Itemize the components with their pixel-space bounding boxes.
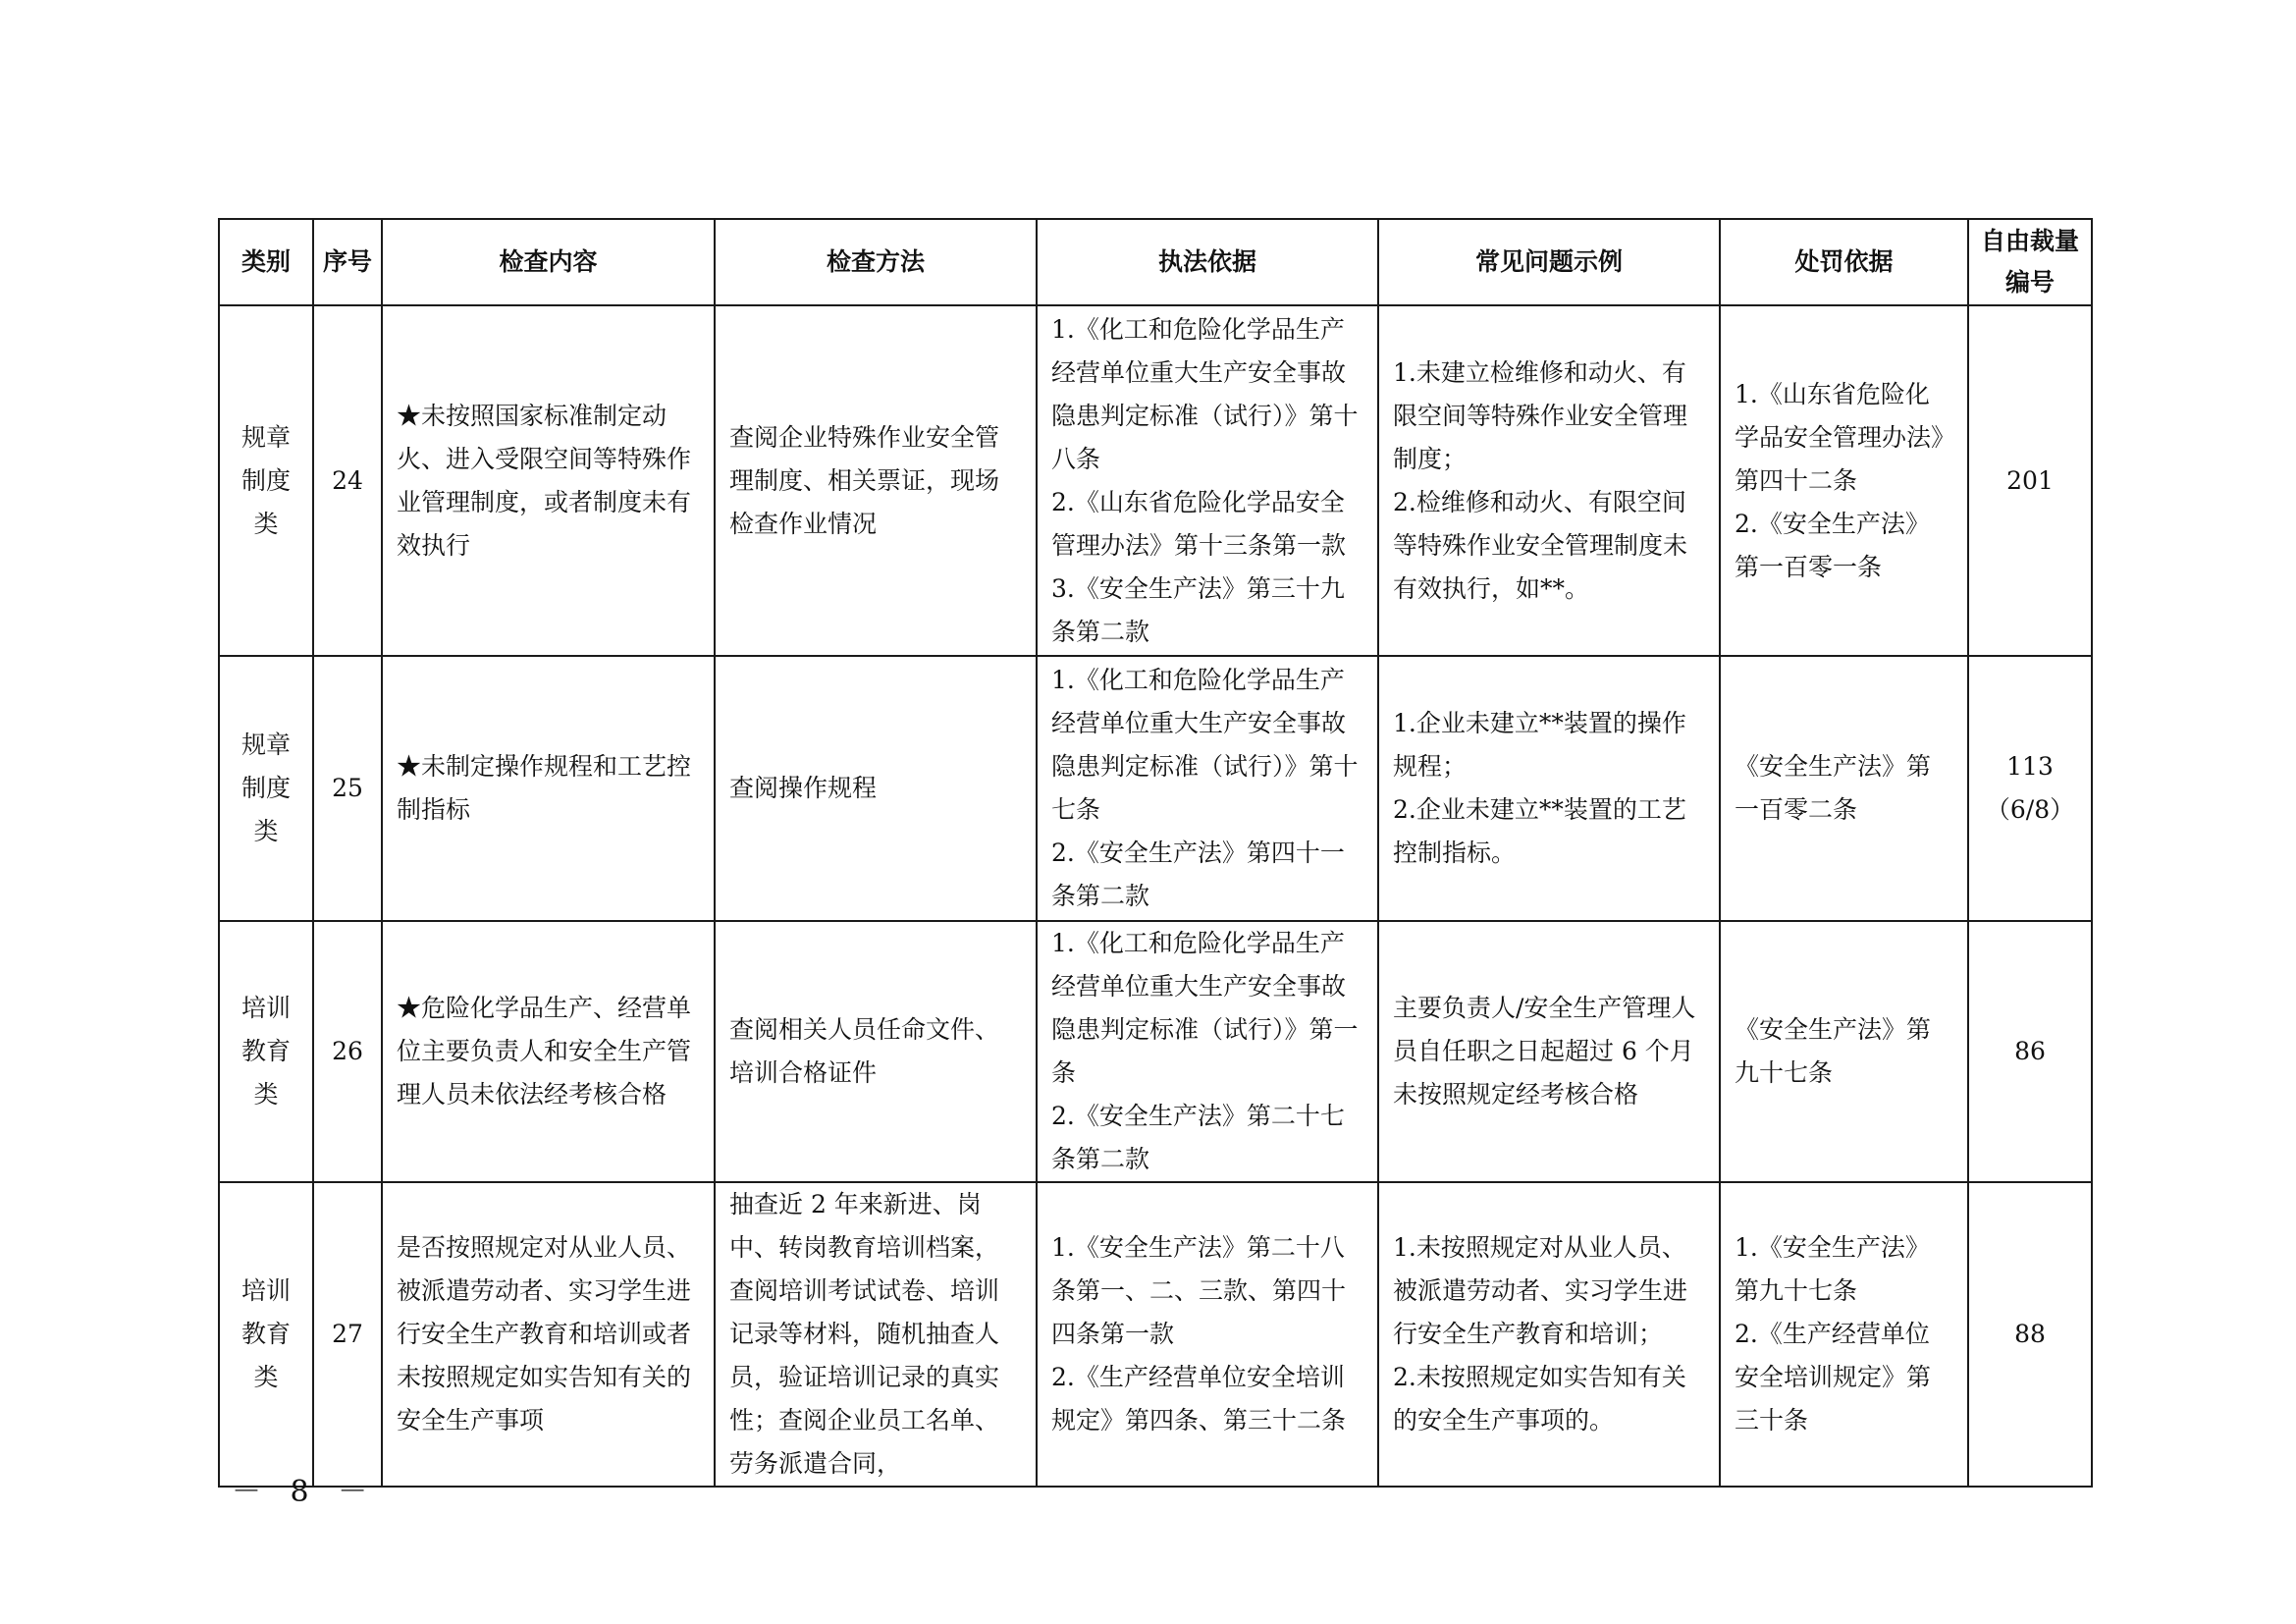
penalty-line: 《安全生产法》第九十七条 xyxy=(1735,1015,1932,1087)
header-category: 类别 xyxy=(219,219,313,305)
header-problems: 常见问题示例 xyxy=(1378,219,1720,305)
table-header xyxy=(219,219,2092,305)
header-content: 检查内容 xyxy=(382,219,715,305)
penalty-line: 2.《安全生产法》第一百零一条 xyxy=(1735,509,1930,581)
header-row xyxy=(219,219,2092,305)
penalty-line: 《安全生产法》第一百零二条 xyxy=(1735,752,1932,824)
basis-line: 2.《安全生产法》第二十七条第二款 xyxy=(1051,1102,1345,1173)
table-row xyxy=(219,305,2092,656)
penalty-cell xyxy=(1720,656,1968,921)
code-line: 86 xyxy=(2014,1037,2046,1065)
basis-line: 2.《生产经营单位安全培训规定》第四条、第三十二条 xyxy=(1051,1363,1347,1435)
penalty-cell xyxy=(1720,1182,1968,1487)
table-row xyxy=(219,656,2092,921)
penalty-cell xyxy=(1720,305,1968,656)
problems-cell xyxy=(1378,305,1720,656)
problem-line: 1.企业未建立**装置的操作规程； xyxy=(1393,709,1686,781)
penalty-line: 1.《山东省危险化学品安全管理办法》第四十二条 xyxy=(1735,379,1944,495)
problem-line: 1.未按照规定对从业人员、被派遣劳动者、实习学生进行安全生产教育和培训； xyxy=(1393,1233,1688,1348)
basis-cell xyxy=(1037,1182,1378,1487)
header-seq: 序号 xyxy=(313,219,382,305)
method-cell: 抽查近 2 年来新进、岗中、转岗教育培训档案，查阅培训考试试卷、培训记录等材料，随机抽查人员，验证培训记录的真实性；查阅企业员工名单、劳务派遣合同， xyxy=(715,1182,1037,1487)
code-line: 88 xyxy=(2014,1320,2046,1348)
content-cell: ★未制定操作规程和工艺控制指标 xyxy=(382,656,715,921)
method-cell: 查阅相关人员任命文件、培训合格证件 xyxy=(715,921,1037,1182)
basis-line: 2.《安全生产法》第四十一条第二款 xyxy=(1051,839,1345,910)
basis-line: 3.《安全生产法》第三十九条第二款 xyxy=(1051,573,1345,646)
category-cell: 培训教育类 xyxy=(219,921,313,1182)
basis-cell xyxy=(1037,305,1378,656)
problems-cell xyxy=(1378,656,1720,921)
problems-cell xyxy=(1378,1182,1720,1487)
content-cell: ★未按照国家标准制定动火、进入受限空间等特殊作业管理制度，或者制度未有效执行 xyxy=(382,305,715,656)
inspection-table xyxy=(218,218,2093,1488)
code-cell xyxy=(1968,305,2092,656)
problem-line: 2.检维修和动火、有限空间等特殊作业安全管理制度未有效执行，如**。 xyxy=(1393,487,1688,603)
table-row xyxy=(219,1182,2092,1487)
header-basis: 执法依据 xyxy=(1037,219,1378,305)
seq-cell: 27 xyxy=(313,1182,382,1487)
method-cell: 查阅企业特殊作业安全管理制度、相关票证，现场检查作业情况 xyxy=(715,305,1037,656)
content-cell: 是否按照规定对从业人员、被派遣劳动者、实习学生进行安全生产教育和培训或者未按照规定如实告知有关的安全生产事项 xyxy=(382,1182,715,1487)
category-cell: 规章制度类 xyxy=(219,305,313,656)
penalty-line: 1.《安全生产法》第九十七条 xyxy=(1735,1233,1930,1305)
seq-cell: 26 xyxy=(313,921,382,1182)
code-line: 113 xyxy=(2006,752,2054,781)
code-line: （6/8） xyxy=(1985,795,2075,824)
basis-line: 1.《化工和危险化学品生产经营单位重大生产安全事故隐患判定标准（试行）》第一条 xyxy=(1051,929,1359,1087)
problem-line: 2.企业未建立**装置的工艺控制指标。 xyxy=(1393,795,1686,867)
header-code: 自由裁量编号 xyxy=(1968,219,2092,305)
category-cell: 培训教育类 xyxy=(219,1182,313,1487)
seq-cell: 25 xyxy=(313,656,382,921)
problem-line: 1.未建立检维修和动火、有限空间等特殊作业安全管理制度； xyxy=(1393,357,1688,473)
problems-cell xyxy=(1378,921,1720,1182)
problem-line: 2.未按照规定如实告知有关的安全生产事项的。 xyxy=(1393,1363,1686,1435)
problem-line: 主要负责人/安全生产管理人员自任职之日起超过 6 个月未按照规定经考核合格 xyxy=(1393,994,1696,1109)
basis-line: 1.《安全生产法》第二十八条第一、二、三款、第四十四条第一款 xyxy=(1051,1233,1347,1348)
table-row xyxy=(219,921,2092,1182)
seq-cell: 24 xyxy=(313,305,382,656)
header-method: 检查方法 xyxy=(715,219,1037,305)
page-number: － 8 － xyxy=(232,1475,378,1509)
basis-cell xyxy=(1037,921,1378,1182)
code-cell xyxy=(1968,921,2092,1182)
code-cell xyxy=(1968,1182,2092,1487)
basis-line: 2.《山东省危险化学品安全管理办法》第十三条第一款 xyxy=(1051,487,1347,560)
code-cell xyxy=(1968,656,2092,921)
table-body xyxy=(219,305,2092,1487)
content-cell: ★危险化学品生产、经营单位主要负责人和安全生产管理人员未依法经考核合格 xyxy=(382,921,715,1182)
penalty-cell xyxy=(1720,921,1968,1182)
method-cell: 查阅操作规程 xyxy=(715,656,1037,921)
basis-cell xyxy=(1037,656,1378,921)
basis-line: 1.《化工和危险化学品生产经营单位重大生产安全事故隐患判定标准（试行）》第十八条 xyxy=(1051,314,1359,473)
penalty-line: 2.《生产经营单位安全培训规定》第三十条 xyxy=(1735,1320,1932,1435)
basis-line: 1.《化工和危险化学品生产经营单位重大生产安全事故隐患判定标准（试行）》第十七条 xyxy=(1051,666,1359,824)
code-line: 201 xyxy=(2006,465,2054,495)
header-penalty: 处罚依据 xyxy=(1720,219,1968,305)
category-cell: 规章制度类 xyxy=(219,656,313,921)
